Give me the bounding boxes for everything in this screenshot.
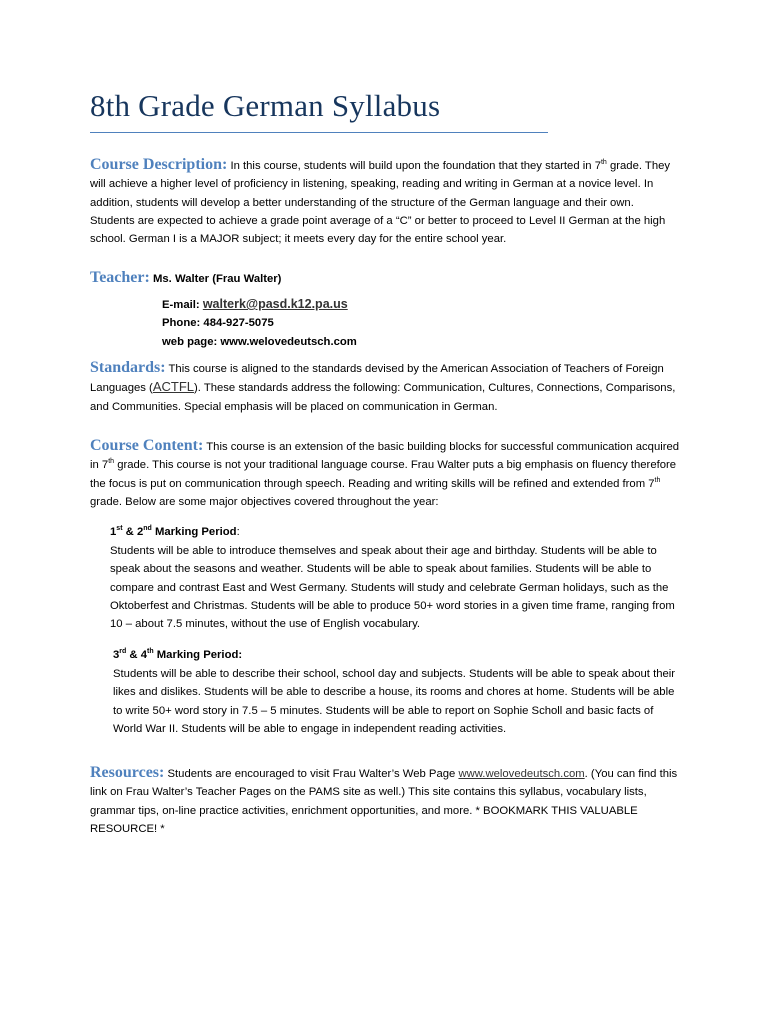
resources-heading: Resources:	[90, 764, 165, 781]
mp2-label: Marking Period:	[153, 649, 243, 661]
course-content-section	[90, 437, 680, 511]
title-underline	[90, 132, 548, 133]
course-description-section	[90, 156, 680, 248]
teacher-email-link[interactable]: walterk@pasd.k12.pa.us	[202, 297, 348, 311]
marking-period-2-text: Students will be able to describe their school, school day and subjects. Students will be able to speak about their likes and dislikes. Students will be able to describe a house, its rooms and chores at home. Students will be able to write 50+ word story in 7.5 – 5 minutes. Students will be able to report on Sophie Scholl and basic facts of World War II. Students will be able to engage in independent reading activities.	[113, 668, 676, 735]
mp1-num-2: & 2	[122, 526, 144, 538]
standards-section	[90, 359, 680, 416]
mp2-sup-2: th	[147, 648, 154, 655]
course-content-text-1: This course is an extension of the basic building blocks for successful communication acquired in 7	[90, 441, 680, 472]
teacher-phone: Phone: 484-927-5075	[162, 317, 274, 330]
marking-period-1-text: Students will be able to introduce themselves and speak about their age and birthday. Students will be able to speak about the seasons and weather. Students will be able to speak about families. Students will be able to compare and contrast East and West Germany. Students will study and celebrate German holidays, such as the Oktoberfest and Christmas. Students will be able to produce 50+ word stories in a given time frame, ranging from 10 – about 7.5 minutes, without the use of English vocabulary.	[110, 545, 675, 631]
teacher-email-line	[162, 295, 357, 314]
mp1-sup-1: st	[116, 525, 123, 532]
actfl-link[interactable]: ACTFL	[152, 379, 194, 395]
teacher-web-page: web page: www.welovedeutsch.com	[162, 335, 357, 348]
mp1-num-1: 1	[110, 526, 117, 538]
course-content-heading: Course Content:	[90, 437, 204, 454]
mp1-label: Marking Period	[151, 526, 237, 538]
page-title: 8th Grade German Syllabus	[90, 88, 441, 123]
course-description-text-1: In this course, students will build upon the foundation that they started in 7	[227, 160, 601, 172]
standards-text-1: This course is aligned to the standards devised by the American Association of Teachers of Foreign Languages (	[90, 363, 664, 395]
resources-text-2: . (You can find this link on Frau Walter’s Teacher Pages on the PAMS site as well.) This site contains this syllabus, vocabulary lists, grammar tips, on-line practice activities, enrichment opportunities, and more. * BOOKMARK THIS VALUABLE RESOURCE! *	[90, 768, 678, 835]
mp1-sup-2: nd	[143, 525, 152, 532]
mp2-num-2: & 4	[126, 649, 148, 661]
mp1-colon: :	[236, 526, 240, 538]
welovedeutsch-link[interactable]: www.welovedeutsch.com	[458, 768, 585, 780]
standards-text-2: ). These standards address the following: Communication, Cultures, Connections, Comparisons, and Communities. Special emphasis will be placed on communication in German.	[90, 382, 676, 413]
course-description-heading: Course Description:	[90, 156, 228, 173]
course-content-sup-1: th	[108, 458, 115, 466]
marking-period-1-heading	[110, 523, 240, 541]
resources-text-1: Students are encouraged to visit Frau Walter’s Web Page	[164, 768, 459, 780]
course-content-text-2: grade. This course is not your traditional language course. Frau Walter puts a big emphasis on fluency therefore the focus is put on communication through speech. Reading and writing skills will be refined and extended from 7	[90, 459, 677, 490]
marking-period-2-heading	[113, 646, 242, 664]
course-content-text-3: grade. Below are some major objectives covered throughout the year:	[90, 495, 439, 508]
mp2-sup-1: rd	[119, 648, 127, 655]
teacher-heading: Teacher:	[90, 269, 150, 286]
standards-heading: Standards:	[90, 359, 166, 376]
teacher-contact	[162, 295, 357, 351]
course-description-sup: th	[600, 159, 607, 166]
email-label: E-mail:	[162, 299, 203, 311]
course-content-sup-2: th	[654, 476, 661, 484]
teacher-section	[90, 269, 680, 288]
mp2-num-1: 3	[113, 649, 120, 661]
teacher-name: Ms. Walter (Frau Walter)	[149, 273, 282, 285]
course-description-text-2: grade. They will achieve a higher level of proficiency in listening, speaking, reading and writing in German at a novice level. In addition, students will develop a better understanding of the structure of the German language and their own. Students are expected to achieve a grade point average of a “C” or better to proceed to Level II German at the high school. German I is a MAJOR subject; it meets every day for the entire school year.	[90, 160, 671, 246]
resources-section	[90, 764, 680, 838]
